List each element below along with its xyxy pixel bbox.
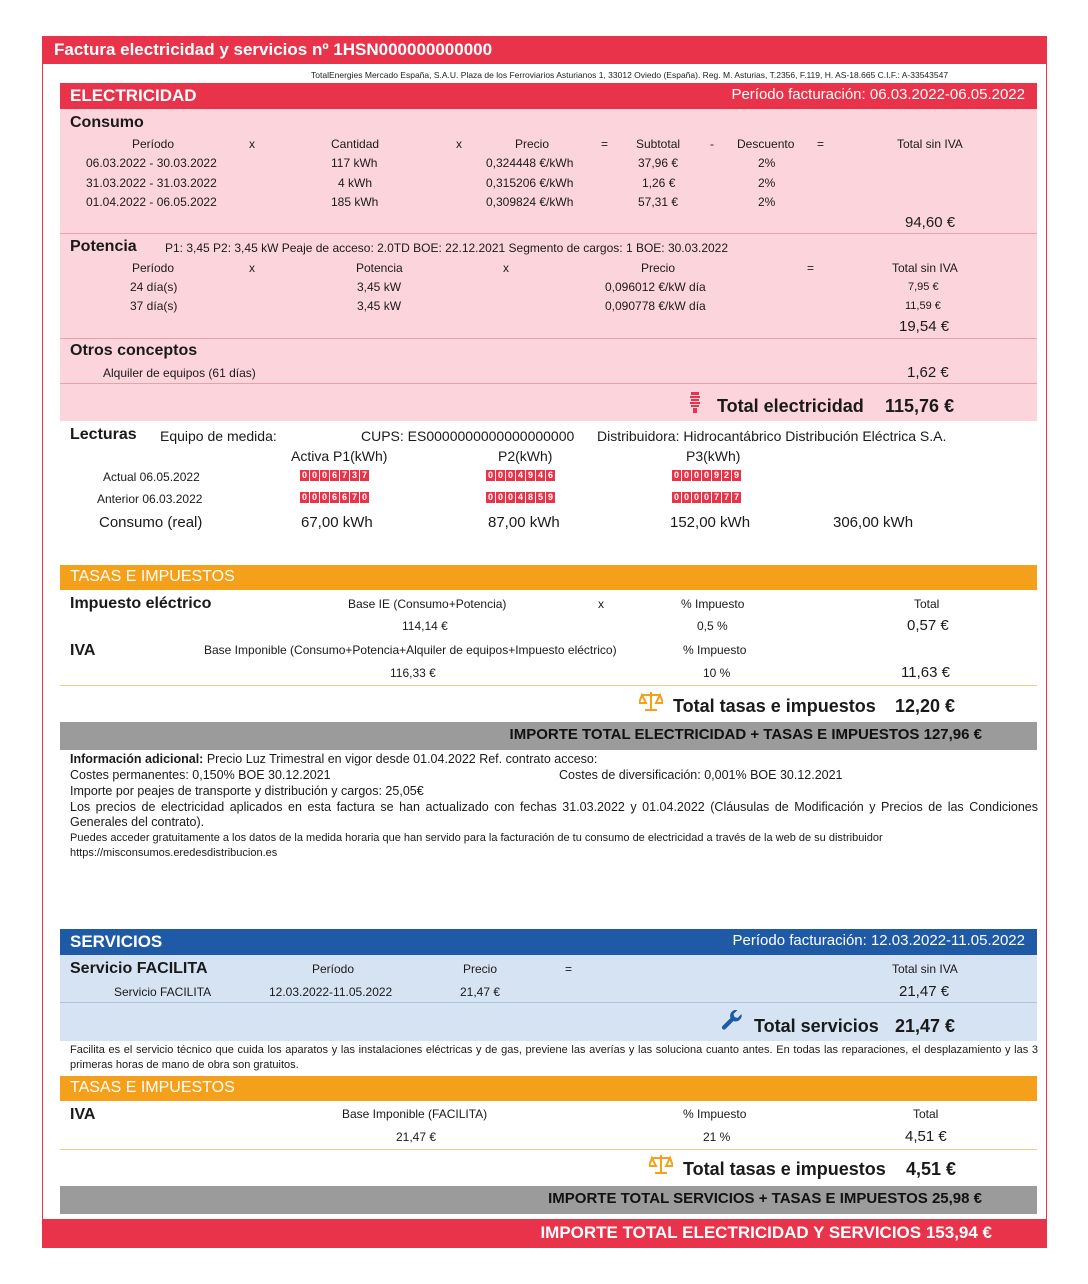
ie-pct: 0,5 % [697,619,728,633]
electricidad-title: ELECTRICIDAD [70,86,197,105]
otros-value: 1,62 € [907,364,949,381]
col-header: Descuento [737,137,795,151]
distribuidora: Distribuidora: Hidrocantábrico Distribución Eléctrica S.A. [597,428,947,444]
cell: 2% [758,195,776,209]
servicios-iva-title: IVA [70,1106,96,1123]
meter-digit: 0 [361,492,367,502]
col-header: Total sin IVA [892,261,958,275]
meter-digit: 9 [733,470,739,480]
meter-digit: 0 [693,492,699,502]
info-line5: Puedes acceder gratuitamente a los datos de la medida horaria que han servido para la facturación de tu consumo de electricidad a través de la web de su distribuidor https://misconsumos.eredesdistribucion.es [70,832,883,859]
meter-digit: 5 [537,492,543,502]
consumo-real-label: Consumo (real) [99,514,203,531]
meter-digit: 9 [547,492,553,502]
meter-digit: 0 [703,470,709,480]
servicios-base-label: Base Imponible (FACILITA) [342,1107,488,1121]
cell: 06.03.2022 - 30.03.2022 [86,156,217,170]
electricidad-header [60,83,1037,109]
meter-digit: 0 [301,470,307,480]
cell: 11,59 € [905,300,941,312]
col-header: x [249,261,255,275]
cell: 01.04.2022 - 06.05.2022 [86,195,217,209]
potencia-info: P1: 3,45 P2: 3,45 kW Peaje de acceso: 2.0TD BOE: 22.12.2021 Segmento de cargos: 1 BOE: 30.03.2022 [165,241,729,255]
divider [60,383,1037,384]
importe-electricidad-bar [60,722,1037,750]
meter-digit: 2 [723,470,729,480]
meter-digit: 6 [331,492,337,502]
servicios-total-label: Total [913,1107,939,1121]
iva-title: IVA [70,642,96,659]
col-header: Precio [463,962,498,976]
col-header: Precio [641,261,676,275]
iva-total: 11,63 € [901,664,950,681]
servicios-title: SERVICIOS [70,932,163,951]
col-header: x [249,137,255,151]
divider [60,338,1037,339]
additional-info-line [70,752,1038,767]
meter-digit: 0 [487,470,493,480]
cell: 1,26 € [642,176,676,190]
ie-pct-label: % Impuesto [681,597,745,611]
cell: 3,45 kW [357,299,402,313]
meter-reading [486,492,555,503]
tasas-header [60,565,1037,590]
meter-digit: 7 [733,492,739,502]
cell: 0,324448 €/kWh [486,156,574,170]
servicios-tasas-header [60,1076,1037,1101]
cell: 0,096012 €/kW día [605,280,706,294]
col-header: - [710,137,714,151]
ie-total: 0,57 € [907,617,949,634]
invoice-title-bar [42,36,1047,64]
meter-digit: 7 [351,492,357,502]
iva-base-label: Base Imponible (Consumo+Potencia+Alquiler de equipos+Impuesto eléctrico) [204,643,617,657]
consumo-total: 94,60 € [905,214,956,231]
cell: 0,090778 €/kW día [605,299,706,313]
lecturas-title: Lecturas [70,426,137,443]
col-header: = [565,962,573,976]
info-line3: Importe por peajes de transporte y distribución y cargos: 25,05€ [70,784,424,798]
servicios-iva-total: 4,51 € [905,1128,947,1145]
total-electricidad-value: 115,76 € [885,396,955,416]
divider [60,1002,1037,1003]
meter-digit: 4 [537,470,543,480]
total-electricidad-label: Total electricidad [717,396,864,416]
meter-reading [672,492,741,503]
importe-servicios: IMPORTE TOTAL SERVICIOS + TASAS E IMPUESTOS 25,98 € [548,1190,982,1207]
tasas-title: TASAS E IMPUESTOS [70,568,235,585]
divider [60,685,1037,686]
cell: 37 día(s) [130,299,178,313]
servicios-total-tasas-label: Total tasas e impuestos [683,1159,886,1179]
meter-digit: 0 [311,470,317,480]
consumo-p2: 87,00 kWh [488,514,560,531]
meter-digit: 7 [713,492,719,502]
facilita-title: Servicio FACILITA [70,960,208,977]
meter-digit: 0 [693,470,699,480]
col-header: = [807,261,815,275]
col-p2: P2(kWh) [498,448,553,464]
consumo-p1: 67,00 kWh [301,514,373,531]
meter-digit: 0 [301,492,307,502]
meter-digit: 6 [547,470,553,480]
total-tasas-label: Total tasas e impuestos [673,696,876,716]
meter-digit: 0 [497,470,503,480]
total-servicios-label: Total servicios [754,1016,879,1036]
cell: 3,45 kW [357,280,402,294]
meter-digit: 7 [723,492,729,502]
meter-digit: 0 [497,492,503,502]
electricidad-period: Período facturación: 06.03.2022-06.05.2022 [731,86,1025,103]
facilita-note: Facilita es el servicio técnico que cuida los aparatos y las instalaciones eléctricas y de gas, previene las averías y las soluciona cuanto antes. En todas las reparaciones, el desplazamiento y las 3 primeras horas de mano de obra son gratuitos. [70,1044,1038,1071]
col-header: Cantidad [331,137,380,151]
ie-base: 114,14 € [402,619,448,633]
info-line2b: Costes de diversificación: 0,001% BOE 30.12.2021 [559,768,843,782]
meter-digit: 0 [683,470,689,480]
meter-digit: 8 [527,492,533,502]
cups: CUPS: ES0000000000000000000 [361,428,575,444]
meter-reading [672,470,741,481]
meter-digit: 4 [517,470,523,480]
iva-pct: 10 % [703,666,731,680]
cell: 185 kWh [331,195,379,209]
company-info: TotalEnergies Mercado España, S.A.U. Plaza de los Ferroviarios Asturianos 1, 33012 Oviedo (España). Reg. M. Asturias, T.2356, F.119, H. AS-18.665 C.I.F.: A-33543547 [311,70,949,80]
otros-item: Alquiler de equipos (61 días) [103,366,256,380]
cell: 0,315206 €/kWh [486,176,574,190]
servicios-total-tasas-value: 4,51 € [906,1159,957,1179]
col-header: Potencia [356,261,403,275]
cell: 2% [758,176,776,190]
col-header: Período [132,137,175,151]
iva-base: 116,33 € [390,666,436,680]
meter-digit: 0 [673,470,679,480]
col-p3: P3(kWh) [686,448,741,464]
importe-global-bar [42,1219,1047,1248]
col-header: = [601,137,609,151]
total-servicios-value: 21,47 € [895,1016,956,1036]
meter-digit: 9 [713,470,719,480]
cell: 31.03.2022 - 31.03.2022 [86,176,217,190]
cell: 24 día(s) [130,280,178,294]
servicios-base: 21,47 € [396,1130,437,1144]
col-header: x [456,137,462,151]
info-line1: Precio Luz Trimestral en vigor desde 01.04.2022 Ref. contrato acceso: [203,752,598,766]
meter-digit: 0 [311,492,317,502]
meter-digit: 0 [703,492,709,502]
cell: 2% [758,156,776,170]
meter-digit: 7 [341,470,347,480]
potencia-title: Potencia [70,238,137,255]
meter-digit: 6 [331,470,337,480]
consumo-total-kwh: 306,00 kWh [833,514,914,531]
facilita-row-price: 21,47 € [460,985,501,999]
servicios-tasas-title: TASAS E IMPUESTOS [70,1079,235,1096]
meter-digit: 0 [683,492,689,502]
scale-icon [639,690,663,712]
ie-base-label: Base IE (Consumo+Potencia) [348,597,507,611]
info-line2a: Costes permanentes: 0,150% BOE 30.12.2021 [70,768,331,782]
otros-title: Otros conceptos [70,342,198,359]
meter-digit: 9 [527,470,533,480]
col-header: x [503,261,509,275]
facilita-row-period: 12.03.2022-11.05.2022 [269,985,393,999]
total-tasas-value: 12,20 € [895,696,956,716]
col-header: = [817,137,825,151]
consumo-p3: 152,00 kWh [670,514,751,531]
meter-digit: 0 [673,492,679,502]
meter-digit: 0 [507,492,513,502]
invoice-title: Factura electricidad y servicios nº 1HSN000000000000 [54,40,493,59]
col-p1: Activa P1(kWh) [291,448,388,464]
col-header: Total sin IVA [892,962,958,976]
anterior-label: Anterior 06.03.2022 [97,492,203,506]
col-header: Período [312,962,355,976]
servicios-pct: 21 % [703,1130,731,1144]
meter-digit: 6 [341,492,347,502]
cell: 4 kWh [338,176,373,190]
meter-digit: 0 [321,470,327,480]
ie-total-label: Total [914,597,940,611]
cell: 117 kWh [331,156,378,170]
ie-x: x [598,597,604,611]
cell: 37,96 € [638,156,679,170]
meter-digit: 0 [507,470,513,480]
divider [60,1149,1037,1150]
col-header: Precio [515,137,550,151]
cell: 57,31 € [638,195,679,209]
servicios-period: Período facturación: 12.03.2022-11.05.2022 [732,932,1025,949]
info-line4: Los precios de electricidad aplicados en esta factura se han actualizado con fechas 31.03.2022 y 01.04.2022 (Cláusulas de Modificación y Precios de las Condiciones Generales del contrato). [70,800,1038,829]
facilita-row-name: Servicio FACILITA [114,985,212,999]
meter-digit: 0 [487,492,493,502]
importe-electricidad: IMPORTE TOTAL ELECTRICIDAD + TASAS E IMPUESTOS 127,96 € [509,726,982,743]
col-header: Total sin IVA [897,137,963,151]
meter-digit: 4 [517,492,523,502]
meter-reading [300,470,369,481]
importe-servicios-bar [60,1186,1037,1214]
lightbulb-icon [688,391,702,415]
facilita-row-total: 21,47 € [899,983,950,1000]
wrench-icon [720,1010,745,1034]
servicios-header [60,929,1037,955]
cell: 7,95 € [908,281,939,293]
equipo-label: Equipo de medida: [160,428,277,444]
meter-reading [300,492,369,503]
divider [60,233,1037,234]
meter-reading [486,470,555,481]
meter-digit: 7 [361,470,367,480]
ie-title: Impuesto eléctrico [70,595,212,612]
info-bold: Información adicional: [70,752,204,766]
col-header: Subtotal [636,137,681,151]
consumo-title: Consumo [70,114,144,131]
cell: 0,309824 €/kWh [486,195,574,209]
col-header: Período [132,261,175,275]
scale-icon [649,1153,673,1175]
actual-label: Actual 06.05.2022 [103,470,200,484]
iva-pct-label: % Impuesto [683,643,747,657]
meter-digit: 3 [351,470,357,480]
servicios-pct-label: % Impuesto [683,1107,747,1121]
importe-global: IMPORTE TOTAL ELECTRICIDAD Y SERVICIOS 153,94 € [540,1223,992,1242]
potencia-total: 19,54 € [899,318,950,335]
meter-digit: 0 [321,492,327,502]
